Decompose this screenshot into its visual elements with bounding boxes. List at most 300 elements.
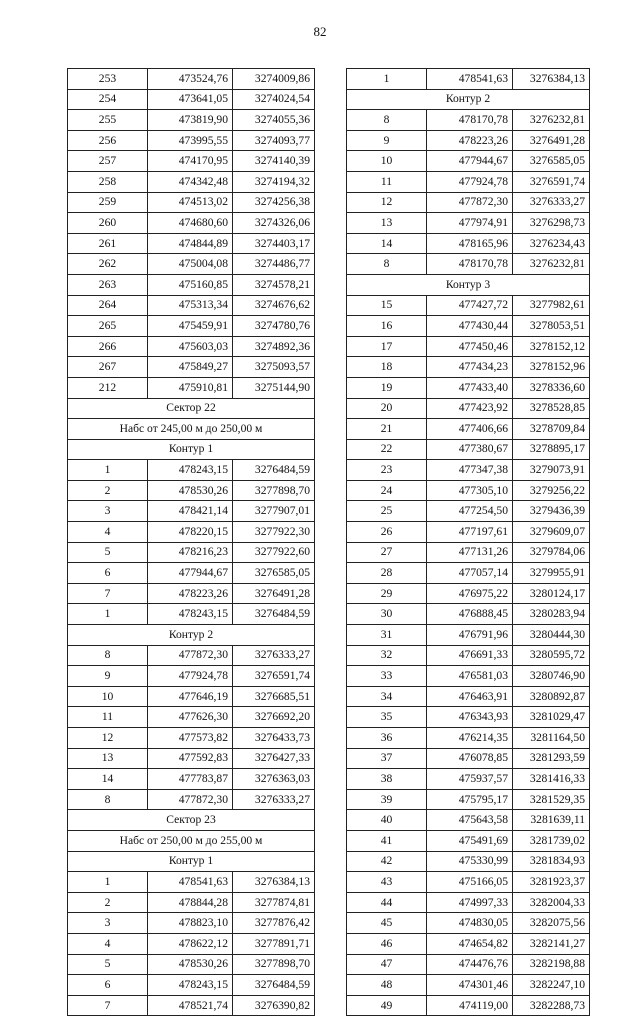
x-coordinate-cell: 478243,15 — [148, 975, 233, 996]
point-number-cell: 38 — [347, 769, 427, 790]
table-row — [347, 625, 590, 646]
x-coordinate-cell: 477872,30 — [148, 645, 233, 666]
table-row — [68, 645, 315, 666]
y-coordinate-cell: 3274578,21 — [233, 274, 315, 295]
table-row — [347, 130, 590, 151]
y-coordinate-cell: 3280595,72 — [513, 645, 590, 666]
table-row — [347, 295, 590, 316]
y-coordinate-cell: 3281164,50 — [513, 728, 590, 749]
y-coordinate-cell: 3276384,13 — [513, 69, 590, 90]
y-coordinate-cell: 3279784,06 — [513, 542, 590, 563]
y-coordinate-cell: 3277907,01 — [233, 501, 315, 522]
table-row — [68, 583, 315, 604]
y-coordinate-cell: 3279256,22 — [513, 480, 590, 501]
y-coordinate-cell: 3275093,57 — [233, 357, 315, 378]
table-row — [347, 769, 590, 790]
point-number-cell: 10 — [347, 151, 427, 172]
y-coordinate-cell: 3274009,86 — [233, 69, 315, 90]
y-coordinate-cell: 3276433,73 — [233, 728, 315, 749]
point-number-cell: 37 — [347, 748, 427, 769]
table-row — [68, 151, 315, 172]
table-row — [68, 686, 315, 707]
y-coordinate-cell: 3281834,93 — [513, 851, 590, 872]
y-coordinate-cell: 3274055,36 — [233, 110, 315, 131]
point-number-cell: 14 — [347, 233, 427, 254]
point-number-cell: 13 — [347, 213, 427, 234]
table-row — [347, 110, 590, 131]
point-number-cell: 265 — [68, 316, 148, 337]
table-row — [347, 728, 590, 749]
table-row — [347, 69, 590, 90]
x-coordinate-cell: 478243,15 — [148, 604, 233, 625]
point-number-cell: 35 — [347, 707, 427, 728]
table-row — [347, 748, 590, 769]
y-coordinate-cell: 3276234,43 — [513, 233, 590, 254]
table-row — [347, 233, 590, 254]
section-heading-row — [68, 419, 315, 440]
table-row — [68, 933, 315, 954]
section-heading: Контур 1 — [68, 439, 315, 460]
point-number-cell: 257 — [68, 151, 148, 172]
table-row — [68, 89, 315, 110]
point-number-cell: 7 — [68, 583, 148, 604]
x-coordinate-cell: 477924,78 — [427, 171, 513, 192]
point-number-cell: 11 — [68, 707, 148, 728]
y-coordinate-cell: 3276298,73 — [513, 213, 590, 234]
y-coordinate-cell: 3281529,35 — [513, 789, 590, 810]
x-coordinate-cell: 478421,14 — [148, 501, 233, 522]
point-number-cell: 34 — [347, 686, 427, 707]
x-coordinate-cell: 477450,46 — [427, 336, 513, 357]
y-coordinate-cell: 3276685,51 — [233, 686, 315, 707]
table-row — [347, 316, 590, 337]
point-number-cell: 2 — [68, 892, 148, 913]
table-row — [347, 666, 590, 687]
y-coordinate-cell: 3279436,39 — [513, 501, 590, 522]
x-coordinate-cell: 477592,83 — [148, 748, 233, 769]
y-coordinate-cell: 3276585,05 — [233, 563, 315, 584]
y-coordinate-cell: 3276390,82 — [233, 995, 315, 1016]
x-coordinate-cell: 475643,58 — [427, 810, 513, 831]
y-coordinate-cell: 3279609,07 — [513, 522, 590, 543]
table-row — [347, 460, 590, 481]
y-coordinate-cell: 3276484,59 — [233, 975, 315, 996]
y-coordinate-cell: 3278336,60 — [513, 377, 590, 398]
table-row — [347, 975, 590, 996]
point-number-cell: 22 — [347, 439, 427, 460]
y-coordinate-cell: 3281639,11 — [513, 810, 590, 831]
x-coordinate-cell: 478530,26 — [148, 954, 233, 975]
point-number-cell: 2 — [68, 480, 148, 501]
table-row — [68, 254, 315, 275]
y-coordinate-cell: 3282004,33 — [513, 892, 590, 913]
point-number-cell: 261 — [68, 233, 148, 254]
section-heading-row — [68, 439, 315, 460]
y-coordinate-cell: 3280124,17 — [513, 583, 590, 604]
x-coordinate-cell: 475330,99 — [427, 851, 513, 872]
y-coordinate-cell: 3279073,91 — [513, 460, 590, 481]
point-number-cell: 3 — [68, 501, 148, 522]
section-heading: Контур 1 — [68, 851, 315, 872]
x-coordinate-cell: 475459,91 — [148, 316, 233, 337]
table-row — [347, 213, 590, 234]
point-number-cell: 23 — [347, 460, 427, 481]
table-row — [68, 892, 315, 913]
table-row — [68, 563, 315, 584]
table-row — [347, 377, 590, 398]
y-coordinate-cell: 3276363,03 — [233, 769, 315, 790]
table-row — [68, 542, 315, 563]
table-row — [347, 933, 590, 954]
table-row — [347, 336, 590, 357]
x-coordinate-cell: 475795,17 — [427, 789, 513, 810]
y-coordinate-cell: 3277922,60 — [233, 542, 315, 563]
x-coordinate-cell: 477131,26 — [427, 542, 513, 563]
y-coordinate-cell: 3276333,27 — [233, 645, 315, 666]
x-coordinate-cell: 475849,27 — [148, 357, 233, 378]
y-coordinate-cell: 3274892,36 — [233, 336, 315, 357]
point-number-cell: 39 — [347, 789, 427, 810]
y-coordinate-cell: 3282288,73 — [513, 995, 590, 1016]
y-coordinate-cell: 3274256,38 — [233, 192, 315, 213]
section-heading: Контур 3 — [347, 274, 590, 295]
x-coordinate-cell: 476463,91 — [427, 686, 513, 707]
table-row — [68, 501, 315, 522]
x-coordinate-cell: 474170,95 — [148, 151, 233, 172]
x-coordinate-cell: 474844,89 — [148, 233, 233, 254]
y-coordinate-cell: 3276585,05 — [513, 151, 590, 172]
point-number-cell: 5 — [68, 954, 148, 975]
point-number-cell: 18 — [347, 357, 427, 378]
point-number-cell: 43 — [347, 872, 427, 893]
table-row — [347, 192, 590, 213]
table-row — [347, 645, 590, 666]
coordinates-table-left — [67, 68, 315, 1016]
x-coordinate-cell: 475313,34 — [148, 295, 233, 316]
y-coordinate-cell: 3277982,61 — [513, 295, 590, 316]
y-coordinate-cell: 3276333,27 — [513, 192, 590, 213]
x-coordinate-cell: 478220,15 — [148, 522, 233, 543]
x-coordinate-cell: 474301,46 — [427, 975, 513, 996]
x-coordinate-cell: 478216,23 — [148, 542, 233, 563]
x-coordinate-cell: 475910,81 — [148, 377, 233, 398]
point-number-cell: 8 — [347, 254, 427, 275]
x-coordinate-cell: 476214,35 — [427, 728, 513, 749]
point-number-cell: 45 — [347, 913, 427, 934]
y-coordinate-cell: 3274140,39 — [233, 151, 315, 172]
table-row — [68, 769, 315, 790]
table-row — [68, 377, 315, 398]
x-coordinate-cell: 475603,03 — [148, 336, 233, 357]
point-number-cell: 24 — [347, 480, 427, 501]
y-coordinate-cell: 3280892,87 — [513, 686, 590, 707]
x-coordinate-cell: 477254,50 — [427, 501, 513, 522]
x-coordinate-cell: 476078,85 — [427, 748, 513, 769]
point-number-cell: 10 — [68, 686, 148, 707]
x-coordinate-cell: 474830,05 — [427, 913, 513, 934]
point-number-cell: 267 — [68, 357, 148, 378]
point-number-cell: 258 — [68, 171, 148, 192]
point-number-cell: 12 — [347, 192, 427, 213]
point-number-cell: 1 — [68, 460, 148, 481]
table-row — [68, 460, 315, 481]
y-coordinate-cell: 3274486,77 — [233, 254, 315, 275]
point-number-cell: 36 — [347, 728, 427, 749]
x-coordinate-cell: 477434,23 — [427, 357, 513, 378]
point-number-cell: 30 — [347, 604, 427, 625]
table-row — [68, 233, 315, 254]
y-coordinate-cell: 3274403,17 — [233, 233, 315, 254]
y-coordinate-cell: 3276484,59 — [233, 604, 315, 625]
point-number-cell: 48 — [347, 975, 427, 996]
y-coordinate-cell: 3278152,12 — [513, 336, 590, 357]
table-row — [68, 274, 315, 295]
x-coordinate-cell: 477430,44 — [427, 316, 513, 337]
y-coordinate-cell: 3274780,76 — [233, 316, 315, 337]
x-coordinate-cell: 474654,82 — [427, 933, 513, 954]
table-row — [68, 316, 315, 337]
y-coordinate-cell: 3276484,59 — [233, 460, 315, 481]
table-row — [347, 419, 590, 440]
x-coordinate-cell: 476581,03 — [427, 666, 513, 687]
point-number-cell: 13 — [68, 748, 148, 769]
point-number-cell: 6 — [68, 563, 148, 584]
x-coordinate-cell: 473819,90 — [148, 110, 233, 131]
table-row — [68, 728, 315, 749]
y-coordinate-cell: 3281293,59 — [513, 748, 590, 769]
x-coordinate-cell: 477872,30 — [427, 192, 513, 213]
table-row — [347, 851, 590, 872]
y-coordinate-cell: 3274326,06 — [233, 213, 315, 234]
section-heading: Сектор 23 — [68, 810, 315, 831]
section-heading-row — [68, 398, 315, 419]
table-row — [68, 192, 315, 213]
point-number-cell: 49 — [347, 995, 427, 1016]
table-row — [68, 954, 315, 975]
x-coordinate-cell: 473995,55 — [148, 130, 233, 151]
section-heading-row — [68, 851, 315, 872]
point-number-cell: 29 — [347, 583, 427, 604]
section-heading-row — [347, 89, 590, 110]
x-coordinate-cell: 475004,08 — [148, 254, 233, 275]
point-number-cell: 11 — [347, 171, 427, 192]
point-number-cell: 25 — [347, 501, 427, 522]
y-coordinate-cell: 3277891,71 — [233, 933, 315, 954]
point-number-cell: 15 — [347, 295, 427, 316]
y-coordinate-cell: 3280444,30 — [513, 625, 590, 646]
table-row — [347, 480, 590, 501]
x-coordinate-cell: 474342,48 — [148, 171, 233, 192]
y-coordinate-cell: 3282247,10 — [513, 975, 590, 996]
section-heading-row — [347, 274, 590, 295]
point-number-cell: 42 — [347, 851, 427, 872]
table-row — [347, 892, 590, 913]
y-coordinate-cell: 3276491,28 — [233, 583, 315, 604]
point-number-cell: 27 — [347, 542, 427, 563]
y-coordinate-cell: 3282141,27 — [513, 933, 590, 954]
x-coordinate-cell: 478521,74 — [148, 995, 233, 1016]
table-row — [347, 563, 590, 584]
table-row — [347, 810, 590, 831]
x-coordinate-cell: 477646,19 — [148, 686, 233, 707]
x-coordinate-cell: 478170,78 — [427, 110, 513, 131]
x-coordinate-cell: 476343,93 — [427, 707, 513, 728]
point-number-cell: 8 — [68, 645, 148, 666]
y-coordinate-cell: 3277898,70 — [233, 954, 315, 975]
section-heading-row — [68, 810, 315, 831]
table-row — [347, 171, 590, 192]
table-row — [347, 830, 590, 851]
table-row — [68, 130, 315, 151]
section-heading-row — [68, 625, 315, 646]
y-coordinate-cell: 3278152,96 — [513, 357, 590, 378]
page-number: 82 — [313, 24, 327, 39]
section-heading: Набс от 245,00 м до 250,00 м — [68, 419, 315, 440]
y-coordinate-cell: 3276427,33 — [233, 748, 315, 769]
table-row — [68, 69, 315, 90]
point-number-cell: 212 — [68, 377, 148, 398]
point-number-cell: 14 — [68, 769, 148, 790]
x-coordinate-cell: 475491,69 — [427, 830, 513, 851]
x-coordinate-cell: 477872,30 — [148, 789, 233, 810]
x-coordinate-cell: 477197,61 — [427, 522, 513, 543]
x-coordinate-cell: 477380,67 — [427, 439, 513, 460]
point-number-cell: 255 — [68, 110, 148, 131]
table-row — [68, 913, 315, 934]
point-number-cell: 4 — [68, 522, 148, 543]
point-number-cell: 264 — [68, 295, 148, 316]
y-coordinate-cell: 3277876,42 — [233, 913, 315, 934]
x-coordinate-cell: 476691,33 — [427, 645, 513, 666]
y-coordinate-cell: 3276333,27 — [233, 789, 315, 810]
table-row — [347, 995, 590, 1016]
table-row — [68, 357, 315, 378]
point-number-cell: 16 — [347, 316, 427, 337]
table-row — [68, 975, 315, 996]
y-coordinate-cell: 3276384,13 — [233, 872, 315, 893]
point-number-cell: 8 — [68, 789, 148, 810]
x-coordinate-cell: 474680,60 — [148, 213, 233, 234]
y-coordinate-cell: 3276692,20 — [233, 707, 315, 728]
table-row — [68, 213, 315, 234]
y-coordinate-cell: 3278053,51 — [513, 316, 590, 337]
x-coordinate-cell: 474476,76 — [427, 954, 513, 975]
table-row — [347, 583, 590, 604]
point-number-cell: 9 — [68, 666, 148, 687]
x-coordinate-cell: 478243,15 — [148, 460, 233, 481]
point-number-cell: 9 — [347, 130, 427, 151]
table-row — [347, 954, 590, 975]
table-row — [68, 995, 315, 1016]
x-coordinate-cell: 478223,26 — [148, 583, 233, 604]
x-coordinate-cell: 473641,05 — [148, 89, 233, 110]
point-number-cell: 1 — [68, 604, 148, 625]
x-coordinate-cell: 477427,72 — [427, 295, 513, 316]
y-coordinate-cell: 3276232,81 — [513, 254, 590, 275]
x-coordinate-cell: 477573,82 — [148, 728, 233, 749]
x-coordinate-cell: 477057,14 — [427, 563, 513, 584]
x-coordinate-cell: 477944,67 — [148, 563, 233, 584]
point-number-cell: 5 — [68, 542, 148, 563]
x-coordinate-cell: 478223,26 — [427, 130, 513, 151]
y-coordinate-cell: 3282075,56 — [513, 913, 590, 934]
x-coordinate-cell: 478530,26 — [148, 480, 233, 501]
point-number-cell: 256 — [68, 130, 148, 151]
x-coordinate-cell: 477783,87 — [148, 769, 233, 790]
point-number-cell: 8 — [347, 110, 427, 131]
y-coordinate-cell: 3282198,88 — [513, 954, 590, 975]
x-coordinate-cell: 474997,33 — [427, 892, 513, 913]
point-number-cell: 12 — [68, 728, 148, 749]
point-number-cell: 33 — [347, 666, 427, 687]
point-number-cell: 44 — [347, 892, 427, 913]
y-coordinate-cell: 3278528,85 — [513, 398, 590, 419]
x-coordinate-cell: 477347,38 — [427, 460, 513, 481]
table-row — [347, 542, 590, 563]
y-coordinate-cell: 3274676,62 — [233, 295, 315, 316]
table-row — [347, 151, 590, 172]
table-row — [347, 357, 590, 378]
table-row — [68, 480, 315, 501]
point-number-cell: 263 — [68, 274, 148, 295]
y-coordinate-cell: 3276232,81 — [513, 110, 590, 131]
table-row — [68, 522, 315, 543]
y-coordinate-cell: 3278709,84 — [513, 419, 590, 440]
coordinates-table-right — [346, 68, 590, 1016]
y-coordinate-cell: 3276491,28 — [513, 130, 590, 151]
y-coordinate-cell: 3277922,30 — [233, 522, 315, 543]
table-row — [347, 254, 590, 275]
point-number-cell: 262 — [68, 254, 148, 275]
x-coordinate-cell: 478541,63 — [427, 69, 513, 90]
point-number-cell: 17 — [347, 336, 427, 357]
point-number-cell: 3 — [68, 913, 148, 934]
point-number-cell: 6 — [68, 975, 148, 996]
point-number-cell: 266 — [68, 336, 148, 357]
x-coordinate-cell: 477924,78 — [148, 666, 233, 687]
table-row — [68, 604, 315, 625]
x-coordinate-cell: 478844,28 — [148, 892, 233, 913]
point-number-cell: 47 — [347, 954, 427, 975]
point-number-cell: 40 — [347, 810, 427, 831]
y-coordinate-cell: 3277898,70 — [233, 480, 315, 501]
x-coordinate-cell: 475166,05 — [427, 872, 513, 893]
y-coordinate-cell: 3281029,47 — [513, 707, 590, 728]
y-coordinate-cell: 3280746,90 — [513, 666, 590, 687]
table-row — [68, 789, 315, 810]
y-coordinate-cell: 3274093,77 — [233, 130, 315, 151]
x-coordinate-cell: 477406,66 — [427, 419, 513, 440]
y-coordinate-cell: 3281739,02 — [513, 830, 590, 851]
x-coordinate-cell: 477305,10 — [427, 480, 513, 501]
table-row — [68, 110, 315, 131]
x-coordinate-cell: 476975,22 — [427, 583, 513, 604]
x-coordinate-cell: 478541,63 — [148, 872, 233, 893]
x-coordinate-cell: 478622,12 — [148, 933, 233, 954]
table-row — [68, 171, 315, 192]
section-heading-row — [68, 830, 315, 851]
table-row — [68, 707, 315, 728]
point-number-cell: 26 — [347, 522, 427, 543]
point-number-cell: 1 — [68, 872, 148, 893]
table-row — [347, 913, 590, 934]
y-coordinate-cell: 3276591,74 — [513, 171, 590, 192]
x-coordinate-cell: 475937,57 — [427, 769, 513, 790]
section-heading: Контур 2 — [347, 89, 590, 110]
point-number-cell: 28 — [347, 563, 427, 584]
point-number-cell: 253 — [68, 69, 148, 90]
point-number-cell: 7 — [68, 995, 148, 1016]
